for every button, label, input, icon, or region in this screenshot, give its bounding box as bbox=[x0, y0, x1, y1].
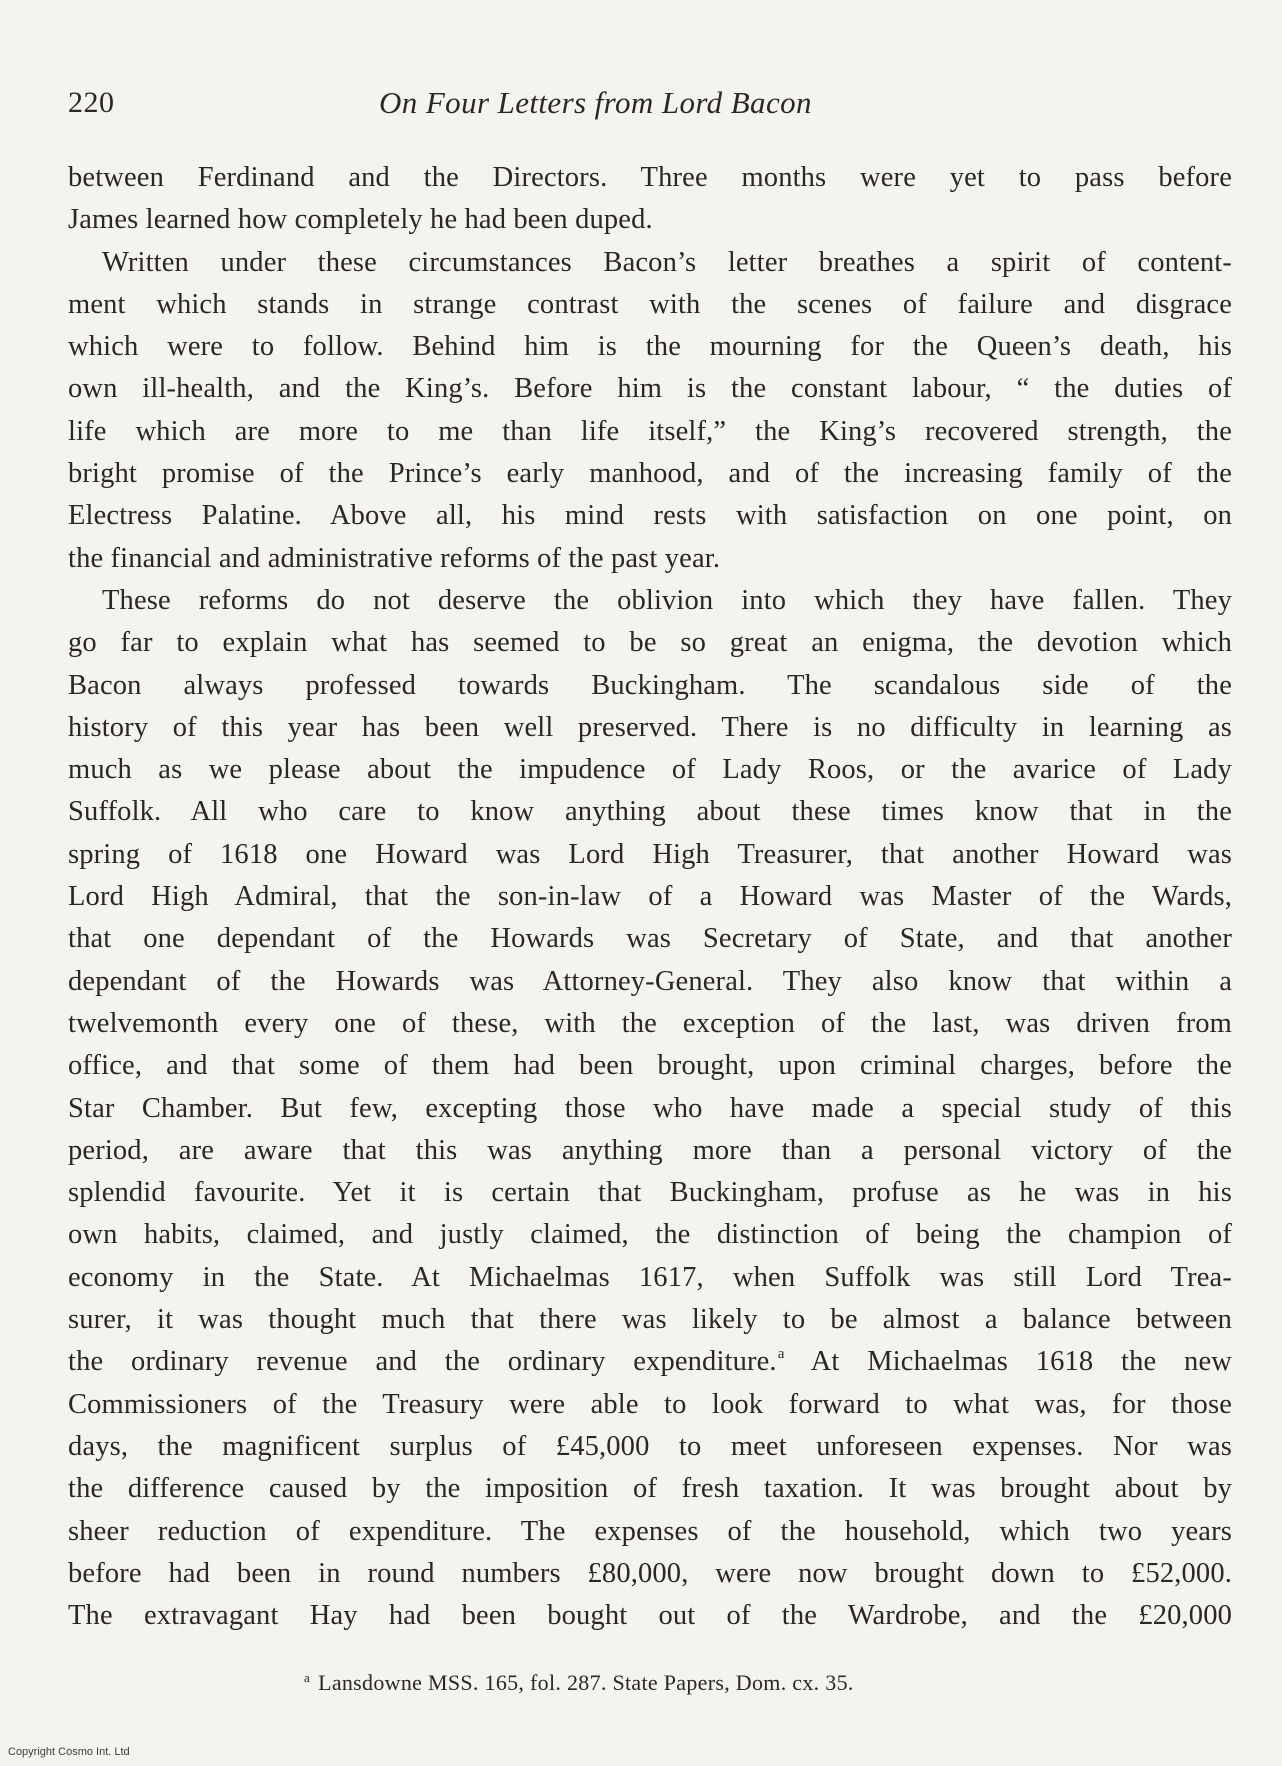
text-line: own habits, claimed, and justly claimed, the distinction of being the champion of bbox=[68, 1219, 1232, 1251]
text-segment: the ordinary revenue and the ordinary expenditure. bbox=[68, 1346, 777, 1378]
text-line: which were to follow. Behind him is the mourning for the Queen’s death, his bbox=[68, 331, 1232, 363]
text-line: much as we please about the impudence of Lady Roos, or the avarice of Lady bbox=[68, 754, 1232, 786]
text-segment: At Michaelmas 1618 the new bbox=[810, 1346, 1232, 1378]
paragraph-start-line: These reforms do not deserve the oblivion into which they have fallen. They bbox=[102, 584, 1232, 616]
text-line: between Ferdinand and the Directors. Three months were yet to pass before bbox=[68, 162, 1232, 193]
text-line: the difference caused by the imposition of fresh taxation. It was brought about by bbox=[68, 1473, 1232, 1505]
text-line: spring of 1618 one Howard was Lord High Treasurer, that another Howard was bbox=[68, 838, 1232, 870]
text-line: that one dependant of the Howards was Secretary of State, and that another bbox=[68, 923, 1232, 955]
text-line: office, and that some of them had been brought, upon criminal charges, before the bbox=[68, 1050, 1232, 1082]
text-line-with-footnote-ref bbox=[68, 1341, 1232, 1383]
paragraph-start-line: Written under these circumstances Bacon’s letter breathes a spirit of content- bbox=[102, 246, 1232, 278]
text-line: ment which stands in strange contrast with the scenes of failure and disgrace bbox=[68, 288, 1232, 320]
text-line: James learned how completely he had been duped. bbox=[68, 204, 653, 236]
text-line: surer, it was thought much that there was likely to be almost a balance between bbox=[68, 1304, 1232, 1336]
text-line: Star Chamber. But few, excepting those who have made a special study of this bbox=[68, 1092, 1232, 1124]
text-line: life which are more to me than life itself,” the King’s recovered strength, the bbox=[68, 415, 1232, 447]
text-line: Commissioners of the Treasury were able to look forward to what was, for those bbox=[68, 1388, 1232, 1420]
text-line: the financial and administrative reforms of the past year. bbox=[68, 542, 721, 574]
text-line: sheer reduction of expenditure. The expenses of the household, which two years bbox=[68, 1515, 1232, 1547]
text-line: bright promise of the Prince’s early manhood, and of the increasing family of the bbox=[68, 458, 1232, 490]
text-line: history of this year has been well preserved. There is no difficulty in learning as bbox=[68, 711, 1232, 743]
text-line: Electress Palatine. Above all, his mind rests with satisfaction on one point, on bbox=[68, 500, 1232, 532]
text-line: Lord High Admiral, that the son-in-law of a Howard was Master of the Wards, bbox=[68, 881, 1232, 913]
text-line: economy in the State. At Michaelmas 1617, when Suffolk was still Lord Trea- bbox=[68, 1261, 1232, 1293]
text-line: before had been in round numbers £80,000, were now brought down to £52,000. bbox=[68, 1557, 1232, 1589]
text-line: period, are aware that this was anything more than a personal victory of the bbox=[68, 1134, 1232, 1166]
text-line: days, the magnificent surplus of £45,000 to meet unforeseen expenses. Nor was bbox=[68, 1430, 1232, 1462]
footnote bbox=[304, 1663, 854, 1698]
copyright-notice: Copyright Cosmo Int. Ltd bbox=[8, 1746, 130, 1758]
footnote-text: Lansdowne MSS. 165, fol. 287. State Papers, Dom. cx. 35. bbox=[318, 1670, 854, 1695]
page-header bbox=[68, 82, 1236, 124]
text-line: twelvemonth every one of these, with the exception of the last, was driven from bbox=[68, 1007, 1232, 1039]
text-line: Bacon always professed towards Buckingham. The scandalous side of the bbox=[68, 669, 1232, 701]
text-line: dependant of the Howards was Attorney-General. They also know that within a bbox=[68, 965, 1232, 997]
body-text bbox=[68, 157, 1232, 1637]
running-title: On Four Letters from Lord Bacon bbox=[379, 85, 812, 120]
footnote-reference: a bbox=[777, 1346, 785, 1363]
text-line: Suffolk. All who care to know anything about these times know that in the bbox=[68, 796, 1232, 828]
text-line: The extravagant Hay had been bought out of the Wardrobe, and the £20,000 bbox=[68, 1600, 1232, 1632]
text-line: splendid favourite. Yet it is certain that Buckingham, profuse as he was in his bbox=[68, 1177, 1232, 1209]
text-line: go far to explain what has seemed to be so great an enigma, the devotion which bbox=[68, 627, 1232, 659]
footnote-marker: a bbox=[304, 1670, 311, 1685]
page-number: 220 bbox=[68, 86, 115, 119]
text-line: own ill-health, and the King’s. Before him is the constant labour, “ the duties of bbox=[68, 373, 1232, 405]
